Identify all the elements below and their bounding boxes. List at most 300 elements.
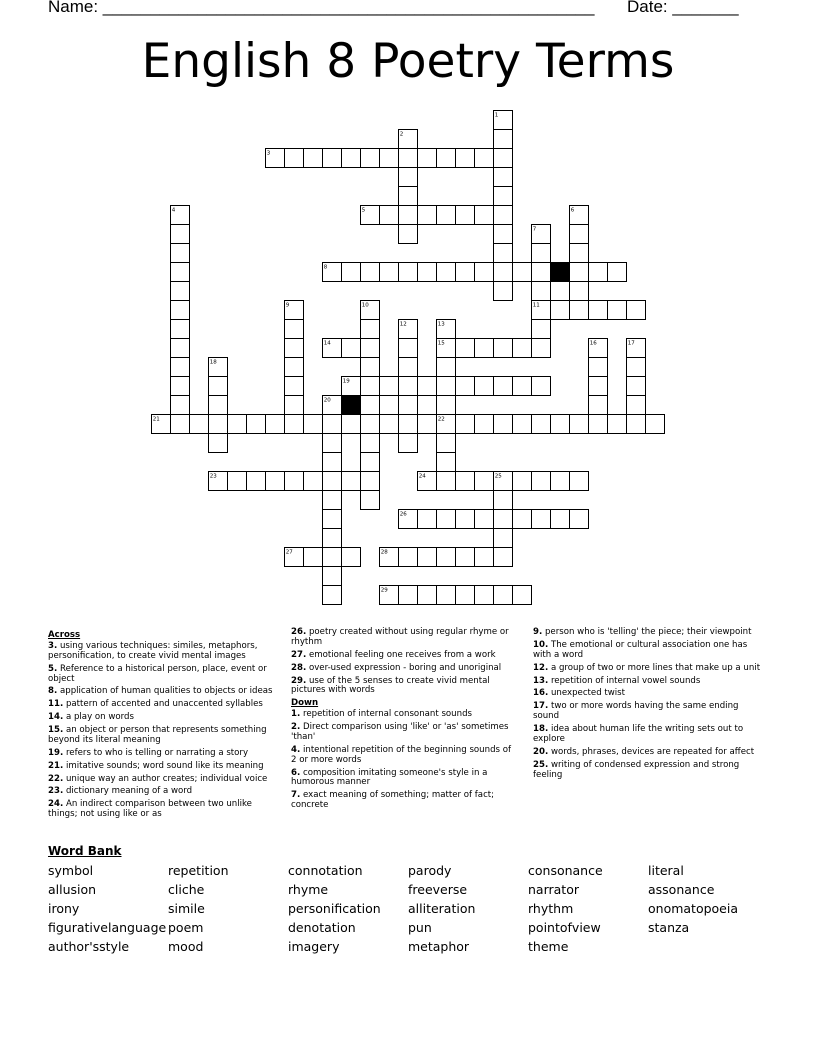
word-bank-item: repetition	[168, 863, 229, 878]
grid-cell[interactable]	[209, 434, 228, 453]
grid-cell[interactable]	[570, 263, 589, 282]
grid-cell[interactable]	[323, 453, 342, 472]
grid-cell[interactable]	[399, 339, 418, 358]
grid-cell[interactable]	[323, 529, 342, 548]
clue-text: idea about human life the writing sets out to explore	[533, 724, 744, 744]
clue-text: imitative sounds; word sound like its meaning	[63, 760, 264, 771]
grid-cell[interactable]	[494, 415, 513, 434]
grid-cell[interactable]	[532, 282, 551, 301]
grid-cell[interactable]	[494, 377, 513, 396]
grid-cell[interactable]	[323, 586, 342, 605]
clue-text: a group of two or more lines that make up a unit	[548, 662, 761, 673]
grid-cell[interactable]	[437, 206, 456, 225]
grid-cell[interactable]	[285, 396, 304, 415]
grid-cell[interactable]	[456, 149, 475, 168]
word-bank-item: freeverse	[408, 882, 468, 897]
clue-num: 28.	[291, 662, 307, 673]
grid-cell[interactable]	[361, 472, 380, 491]
clue-text: intentional repetition of the beginning sounds of 2 or more words	[291, 744, 512, 765]
grid-cell[interactable]	[323, 434, 342, 453]
grid-cell[interactable]	[589, 415, 608, 434]
across-heading: Across	[48, 630, 81, 640]
clue-number: 12	[399, 321, 407, 328]
clue-number: 15	[437, 340, 445, 347]
grid-cell[interactable]	[418, 149, 437, 168]
grid-cell[interactable]	[361, 396, 380, 415]
clue-number: 28	[380, 549, 388, 556]
grid-cell[interactable]	[399, 586, 418, 605]
down-clue	[533, 641, 765, 661]
across-clue	[48, 700, 276, 710]
grid-cell[interactable]	[342, 339, 361, 358]
grid-cell[interactable]	[285, 472, 304, 491]
grid-cell[interactable]	[456, 472, 475, 491]
word-bank-item: rhyme	[288, 882, 329, 897]
grid-cell[interactable]	[532, 510, 551, 529]
clue-text: The emotional or cultural association one has with a word	[533, 639, 748, 660]
grid-cell[interactable]	[627, 396, 646, 415]
grid-cell[interactable]	[437, 586, 456, 605]
grid-cell[interactable]	[475, 472, 494, 491]
grid-cell[interactable]	[418, 263, 437, 282]
clue-number: 10	[361, 302, 369, 309]
grid-cell[interactable]	[589, 301, 608, 320]
grid-cell[interactable]	[171, 225, 190, 244]
grid-cell[interactable]	[171, 377, 190, 396]
across-clue	[291, 677, 519, 697]
grid-cell[interactable]	[171, 396, 190, 415]
clue-num: 19.	[48, 747, 64, 758]
clue-text: using various techniques: similes, metaphors, personification, to create vivid mental images	[48, 640, 258, 661]
date-field[interactable]: Date: _______	[627, 0, 739, 16]
word-bank-item: connotation	[288, 863, 363, 878]
clue-num: 13.	[533, 675, 549, 686]
clue-num: 2.	[291, 722, 301, 732]
grid-cell[interactable]	[608, 415, 627, 434]
clue-text: person who is 'telling' the piece; their viewpoint	[542, 627, 752, 637]
word-bank-title: Word Bank	[48, 844, 122, 858]
word-bank-item: cliche	[168, 882, 205, 897]
clue-num: 29.	[291, 675, 307, 686]
grid-cell[interactable]	[532, 377, 551, 396]
clue-num: 16.	[533, 688, 549, 699]
word-bank-item: onomatopoeia	[648, 901, 739, 916]
clue-num: 6.	[291, 767, 301, 778]
grid-cell[interactable]	[570, 244, 589, 263]
grid-cell[interactable]	[456, 548, 475, 567]
clue-text: an object or person that represents something beyond its literal meaning	[48, 725, 267, 745]
grid-cell[interactable]	[361, 491, 380, 510]
grid-cell[interactable]	[247, 415, 266, 434]
grid-cell[interactable]	[627, 377, 646, 396]
grid-cell[interactable]	[399, 263, 418, 282]
grid-cell[interactable]	[323, 149, 342, 168]
grid-cell[interactable]	[399, 225, 418, 244]
grid-cell[interactable]	[627, 301, 646, 320]
across-clue	[48, 787, 276, 797]
clue-num: 11.	[48, 699, 64, 710]
grid-cell[interactable]	[475, 586, 494, 605]
grid-cell[interactable]	[494, 510, 513, 529]
clue-number: 8	[323, 264, 328, 271]
grid-cell[interactable]	[418, 377, 437, 396]
grid-cell[interactable]	[494, 263, 513, 282]
grid-cell[interactable]	[342, 472, 361, 491]
clues-col-1	[48, 628, 276, 823]
grid-cell[interactable]	[475, 415, 494, 434]
clue-text: poetry created without using regular rhyme or rhythm	[291, 627, 509, 647]
grid-cell[interactable]	[361, 377, 380, 396]
word-bank-item: imagery	[288, 939, 340, 954]
grid-cell[interactable]	[475, 377, 494, 396]
grid-cell[interactable]	[627, 358, 646, 377]
grid-cell[interactable]	[399, 206, 418, 225]
clue-number: 24	[418, 473, 426, 480]
grid-cell[interactable]	[437, 149, 456, 168]
black-cell	[551, 263, 570, 282]
grid-cell[interactable]	[228, 415, 247, 434]
grid-cell[interactable]	[494, 339, 513, 358]
grid-cell[interactable]	[494, 225, 513, 244]
grid-cell[interactable]	[304, 415, 323, 434]
grid-cell[interactable]	[171, 301, 190, 320]
across-clue	[48, 642, 276, 662]
grid-cell[interactable]	[437, 358, 456, 377]
grid-cell[interactable]	[285, 358, 304, 377]
clue-text: exact meaning of something; matter of fact; concrete	[291, 790, 495, 811]
grid-cell[interactable]	[171, 320, 190, 339]
grid-cell[interactable]	[418, 548, 437, 567]
clue-number: 3	[266, 150, 271, 157]
grid-cell[interactable]	[361, 358, 380, 377]
clue-number: 23	[209, 473, 217, 480]
grid-cell[interactable]	[475, 206, 494, 225]
grid-cell[interactable]	[456, 263, 475, 282]
clue-number: 21	[152, 416, 160, 423]
grid-cell[interactable]	[418, 510, 437, 529]
grid-cell[interactable]	[437, 377, 456, 396]
grid-cell[interactable]	[589, 358, 608, 377]
grid-cell[interactable]	[380, 415, 399, 434]
grid-cell[interactable]	[209, 377, 228, 396]
grid-cell[interactable]	[437, 396, 456, 415]
grid-cell[interactable]	[285, 339, 304, 358]
grid-cell[interactable]	[399, 377, 418, 396]
word-bank-item: metaphor	[408, 939, 470, 954]
grid-cell[interactable]	[532, 244, 551, 263]
grid-cell[interactable]	[532, 339, 551, 358]
grid-cell[interactable]	[361, 320, 380, 339]
grid-cell[interactable]	[380, 377, 399, 396]
grid-cell[interactable]	[494, 282, 513, 301]
grid-cell[interactable]	[380, 263, 399, 282]
clue-num: 1.	[291, 709, 301, 720]
grid-cell[interactable]	[532, 320, 551, 339]
grid-cell[interactable]	[323, 472, 342, 491]
page-title: English 8 Poetry Terms	[141, 34, 675, 89]
grid-cell[interactable]	[361, 263, 380, 282]
word-bank-item: stanza	[648, 920, 690, 935]
clue-text: over-used expression - boring and unoriginal	[306, 662, 502, 673]
clue-number: 13	[437, 321, 445, 328]
clue-text: unique way an author creates; individual voice	[63, 773, 268, 784]
grid-cell[interactable]	[456, 206, 475, 225]
across-clue	[48, 713, 276, 723]
grid-cell[interactable]	[456, 510, 475, 529]
grid-cell[interactable]	[494, 529, 513, 548]
grid-cell[interactable]	[570, 225, 589, 244]
down-clue	[291, 710, 519, 720]
grid-cell[interactable]	[437, 453, 456, 472]
grid-cell[interactable]	[513, 415, 532, 434]
word-bank-item: poem	[168, 920, 204, 935]
grid-cell[interactable]	[456, 415, 475, 434]
clue-text: writing of condensed expression and strong feeling	[533, 759, 740, 780]
grid-cell[interactable]	[418, 586, 437, 605]
grid-cell[interactable]	[323, 567, 342, 586]
grid-cell[interactable]	[551, 301, 570, 320]
grid-cell[interactable]	[551, 510, 570, 529]
word-bank-item: irony	[48, 901, 80, 916]
grid-cell[interactable]	[380, 206, 399, 225]
grid-cell[interactable]	[266, 472, 285, 491]
clue-number: 14	[323, 340, 331, 347]
grid-cell[interactable]	[209, 415, 228, 434]
name-field[interactable]: Name: ____________________________________________________	[48, 0, 595, 16]
grid-cell[interactable]	[570, 282, 589, 301]
clue-num: 14.	[48, 712, 64, 723]
grid-cell[interactable]	[361, 453, 380, 472]
grid-cell[interactable]	[323, 415, 342, 434]
word-bank-item: rhythm	[528, 901, 574, 916]
clue-text: composition imitating someone's style in a humorous manner	[291, 767, 488, 788]
clue-number: 5	[361, 207, 366, 214]
across-clue	[48, 687, 276, 697]
grid-cell[interactable]	[399, 168, 418, 187]
grid-cell[interactable]	[513, 263, 532, 282]
down-clue	[291, 746, 519, 766]
grid-cell[interactable]	[323, 510, 342, 529]
black-cell	[342, 396, 361, 415]
grid-cell[interactable]	[494, 130, 513, 149]
across-clue	[48, 749, 276, 759]
grid-cell[interactable]	[456, 339, 475, 358]
grid-cell[interactable]	[589, 377, 608, 396]
grid-cell[interactable]	[361, 434, 380, 453]
grid-cell[interactable]	[627, 415, 646, 434]
clue-text: refers to who is telling or narrating a story	[63, 747, 249, 758]
grid-cell[interactable]	[399, 548, 418, 567]
grid-cell[interactable]	[608, 263, 627, 282]
clue-text: Direct comparison using 'like' or 'as' sometimes 'than'	[291, 722, 509, 742]
grid-cell[interactable]	[171, 358, 190, 377]
grid-cell[interactable]	[361, 149, 380, 168]
word-bank-item: narrator	[528, 882, 579, 897]
clue-text: unexpected twist	[548, 688, 626, 699]
grid-cell[interactable]	[171, 263, 190, 282]
grid-cell[interactable]	[342, 149, 361, 168]
down-clue	[533, 628, 765, 638]
grid-cell[interactable]	[304, 472, 323, 491]
grid-cell[interactable]	[323, 548, 342, 567]
grid-cell[interactable]	[494, 168, 513, 187]
grid-cell[interactable]	[266, 415, 285, 434]
grid-cell[interactable]	[437, 434, 456, 453]
clue-num: 9.	[533, 627, 543, 637]
grid-cell[interactable]	[399, 149, 418, 168]
grid-cell[interactable]	[551, 472, 570, 491]
grid-cell[interactable]	[494, 491, 513, 510]
down-heading: Down	[291, 698, 319, 709]
grid-cell[interactable]	[513, 510, 532, 529]
grid-cell[interactable]	[285, 149, 304, 168]
grid-cell[interactable]	[304, 149, 323, 168]
word-bank-item: simile	[168, 901, 205, 916]
grid-cell[interactable]	[513, 586, 532, 605]
clue-text: repetition of internal vowel sounds	[548, 675, 701, 686]
grid-cell[interactable]	[285, 415, 304, 434]
grid-cell[interactable]	[342, 263, 361, 282]
grid-cell[interactable]	[513, 377, 532, 396]
grid-cell[interactable]	[513, 472, 532, 491]
grid-cell[interactable]	[494, 244, 513, 263]
down-clue	[291, 723, 519, 743]
grid-cell[interactable]	[171, 244, 190, 263]
clue-num: 15.	[48, 725, 64, 735]
clue-number: 1	[494, 112, 499, 119]
clue-num: 7.	[291, 790, 301, 801]
word-bank	[48, 863, 768, 958]
grid-cell[interactable]	[323, 491, 342, 510]
grid-cell[interactable]	[570, 472, 589, 491]
clue-text: two or more words having the same ending sound	[533, 701, 739, 722]
grid-cell[interactable]	[228, 472, 247, 491]
clue-num: 21.	[48, 760, 64, 771]
grid-cell[interactable]	[247, 472, 266, 491]
word-bank-item: literal	[648, 863, 684, 878]
clue-num: 25.	[533, 759, 549, 770]
grid-cell[interactable]	[171, 415, 190, 434]
clues-col-3	[533, 628, 765, 783]
grid-cell[interactable]	[532, 415, 551, 434]
grid-cell[interactable]	[608, 301, 627, 320]
grid-cell[interactable]	[589, 396, 608, 415]
word-bank-item: pointofview	[528, 920, 601, 935]
grid-cell[interactable]	[475, 510, 494, 529]
word-bank-item: author'sstyle	[48, 939, 130, 954]
grid-cell[interactable]	[361, 415, 380, 434]
grid-cell[interactable]	[437, 263, 456, 282]
grid-cell[interactable]	[570, 510, 589, 529]
clue-text: Reference to a historical person, place, event or object	[48, 663, 267, 684]
down-clue	[291, 791, 519, 811]
grid-cell[interactable]	[399, 415, 418, 434]
word-bank-item: allusion	[48, 882, 97, 897]
clue-text: words, phrases, devices are repeated for affect	[548, 746, 755, 757]
across-clue	[291, 651, 519, 661]
clue-num: 26.	[291, 627, 307, 637]
clue-num: 23.	[48, 786, 64, 797]
grid-cell[interactable]	[399, 396, 418, 415]
word-bank-item: denotation	[288, 920, 356, 935]
grid-cell[interactable]	[456, 377, 475, 396]
grid-cell[interactable]	[437, 510, 456, 529]
grid-cell[interactable]	[589, 263, 608, 282]
grid-cell[interactable]	[494, 187, 513, 206]
clue-number: 25	[494, 473, 502, 480]
grid-cell[interactable]	[171, 282, 190, 301]
grid-cell[interactable]	[532, 263, 551, 282]
grid-cell[interactable]	[646, 415, 665, 434]
grid-cell[interactable]	[285, 320, 304, 339]
down-clue	[533, 689, 765, 699]
grid-cell[interactable]	[190, 415, 209, 434]
grid-cell[interactable]	[494, 586, 513, 605]
grid-cell[interactable]	[209, 396, 228, 415]
grid-cell[interactable]	[361, 339, 380, 358]
grid-cell[interactable]	[437, 472, 456, 491]
clue-num: 10.	[533, 639, 549, 650]
clue-number: 20	[323, 397, 331, 404]
down-clue	[533, 748, 765, 758]
word-bank-item: symbol	[48, 863, 94, 878]
clue-number: 19	[342, 378, 350, 385]
grid-cell[interactable]	[304, 548, 323, 567]
clue-number: 9	[285, 302, 290, 309]
grid-cell[interactable]	[399, 187, 418, 206]
grid-cell[interactable]	[475, 149, 494, 168]
grid-cell[interactable]	[399, 358, 418, 377]
grid-cell[interactable]	[475, 548, 494, 567]
clue-number: 29	[380, 587, 388, 594]
clue-number: 27	[285, 549, 293, 556]
clue-num: 12.	[533, 662, 549, 673]
down-clue	[533, 702, 765, 722]
grid-cell[interactable]	[418, 415, 437, 434]
clue-num: 27.	[291, 649, 307, 660]
grid-cell[interactable]	[399, 434, 418, 453]
down-clue	[291, 769, 519, 789]
grid-cell[interactable]	[456, 586, 475, 605]
grid-cell[interactable]	[475, 339, 494, 358]
clue-number: 4	[171, 207, 176, 214]
down-clue	[533, 677, 765, 687]
grid-cell[interactable]	[437, 548, 456, 567]
grid-cell[interactable]	[570, 415, 589, 434]
word-bank-item: theme	[528, 939, 569, 954]
clue-text: An indirect comparison between two unlike things; not using like or as	[48, 799, 252, 820]
grid-cell[interactable]	[551, 415, 570, 434]
grid-cell[interactable]	[513, 339, 532, 358]
grid-cell[interactable]	[532, 472, 551, 491]
clues-col-2	[291, 628, 519, 814]
grid-cell[interactable]	[494, 149, 513, 168]
grid-cell[interactable]	[418, 206, 437, 225]
grid-cell[interactable]	[171, 339, 190, 358]
word-bank-item: mood	[168, 939, 204, 954]
grid-cell[interactable]	[380, 149, 399, 168]
across-clue	[48, 762, 276, 772]
grid-cell[interactable]	[494, 548, 513, 567]
grid-cell[interactable]	[285, 377, 304, 396]
grid-cell[interactable]	[570, 301, 589, 320]
grid-cell[interactable]	[475, 263, 494, 282]
grid-cell[interactable]	[342, 415, 361, 434]
grid-cell[interactable]	[494, 206, 513, 225]
clue-num: 20.	[533, 746, 549, 757]
word-bank-item: assonance	[648, 882, 715, 897]
grid-cell[interactable]	[342, 548, 361, 567]
